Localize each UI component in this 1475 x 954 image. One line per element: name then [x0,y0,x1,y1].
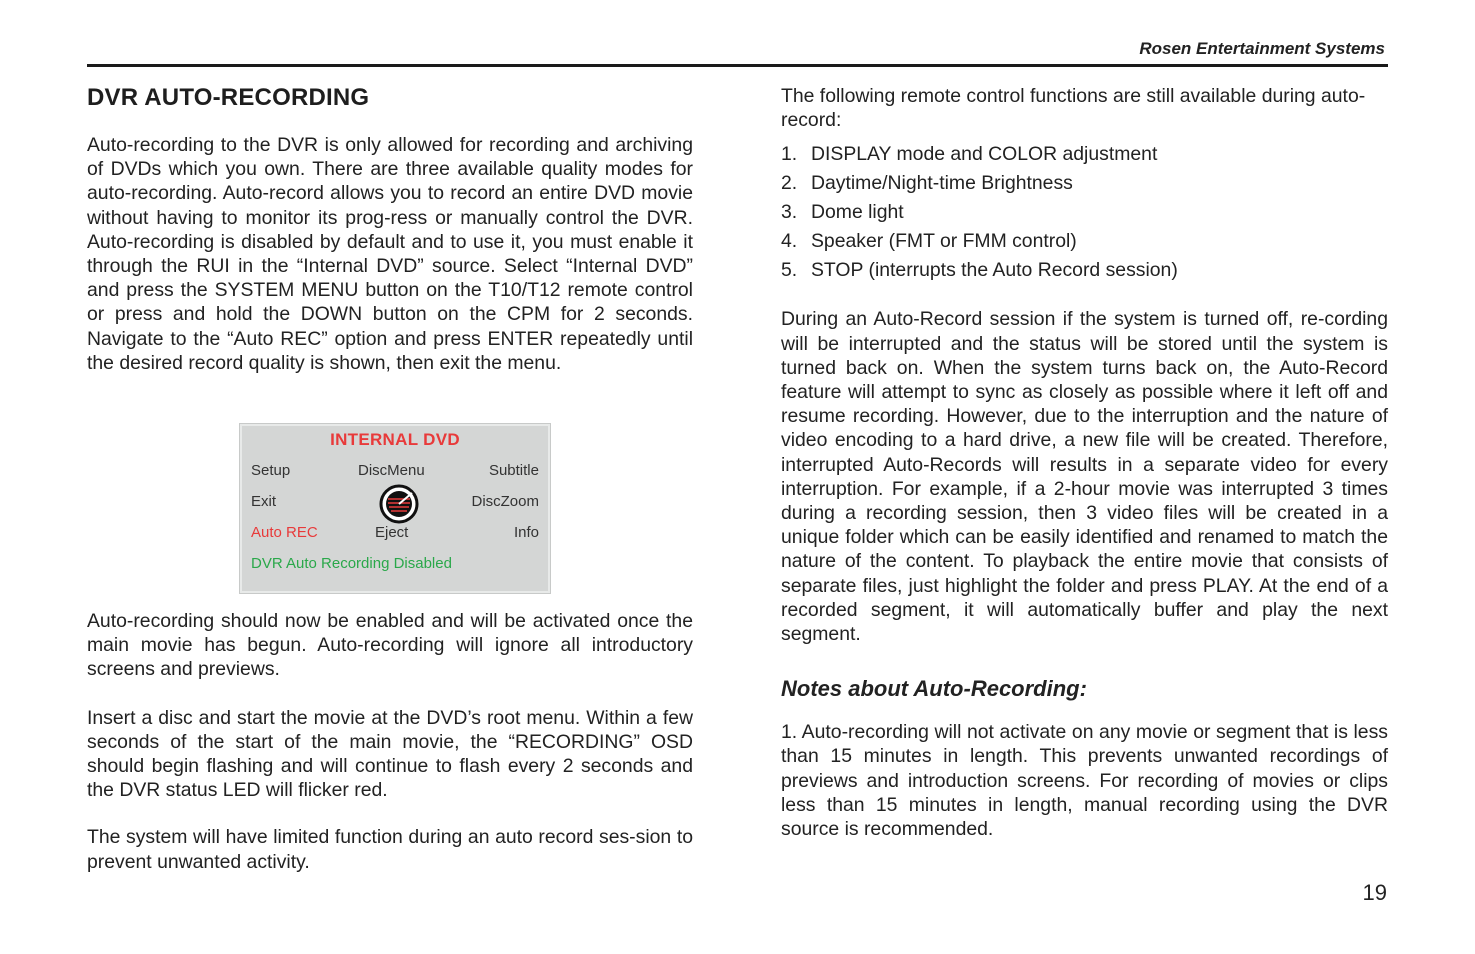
section-title: DVR AUTO-RECORDING [87,84,370,111]
notes-heading: Notes about Auto-Recording: [781,676,1087,702]
osd-status: DVR Auto Recording Disabled [251,555,452,572]
paragraph-interruption: During an Auto-Record session if the system is turned off, re-cording will be interrupted and the status will be stored until the system is turned back on. When the system turns back on, the Auto-Record feature will attempt to sync as closely as possible where it left off and resume recording. However, due to the interruption and the nature of video encoding to a hard drive, a new file will be created. Therefore, interrupted Auto-Records will results in a separate video for every interruption. For example, if a 2-hour movie was interrupted 3 times during a recording session, then 3 video files will be created in a unique folder which can be easily identified and renamed to match the nature of the content. To playback the entire movie that consists of separate files, just highlight the folder and press PLAY. At the end of a recorded segment, it will automatically buffer and play the next segment. [781,308,1388,646]
osd-menu-image [240,424,550,593]
list-item: 5. STOP (interrupts the Auto Record session) [781,259,1178,282]
paragraph-enable-instructions: Auto-recording to the DVR is only allowed for recording and archiving of DVDs which you own. There are three available quality modes for auto-recording. Auto-record allows you to record an entire DVD movie without having to monitor its prog-ress or manually control the DVR. Auto-recording is disabled by default and to use it, you must enable it through the RUI in the “Internal DVD” source. Select “Internal DVD” and press the SYSTEM MENU button on the T10/T12 remote control or press and hold the DOWN button on the CPM for 2 seconds. Navigate to the “Auto REC” option and press ENTER repeatedly until the desired record quality is shown, then exit the menu. [87,134,693,374]
dial-icon [379,484,419,524]
osd-discmenu: DiscMenu [358,462,425,479]
paragraph-remote-functions-intro: The following remote control functions are still available during auto-record: [781,85,1366,132]
right-column [781,84,1388,841]
left-column [87,84,693,375]
remote-functions-list [781,140,1388,285]
list-item: 4. Speaker (FMT or FMM control) [781,230,1077,253]
osd-subtitle: Subtitle [488,462,539,479]
osd-info: Info [513,524,539,541]
header-brand: Rosen Entertainment Systems [1139,39,1385,58]
note-1: 1. Auto-recording will not activate on any movie or segment that is less than 15 minutes in length. This prevents unwanted recordings of previews and introduction screens. For recording of movies or clips less than 15 minutes in length, manual recording using the DVR source is recommended. [781,721,1388,841]
page-number: 19 [1362,880,1387,905]
paragraph-activation: Auto-recording should now be enabled and will be activated once the main movie has begun. Auto-recording will ignore all introductory screens and previews. [87,610,693,681]
header-rule [87,64,1388,67]
osd-autorec: Auto REC [251,524,318,541]
osd-disczoom: DiscZoom [471,493,539,510]
list-item: 3. Dome light [781,201,904,224]
osd-title: INTERNAL DVD [330,430,460,449]
list-item: 2. Daytime/Night-time Brightness [781,172,1073,195]
paragraph-insert-disc: Insert a disc and start the movie at the DVD’s root menu. Within a few seconds of the start of the main movie, the “RECORDING” OSD should begin flashing and will continue to flash every 2 seconds and the DVR status LED will flicker red. [87,706,693,802]
osd-eject: Eject [375,524,409,541]
left-column-lower [87,609,693,874]
osd-setup: Setup [251,462,291,479]
list-item: 1. DISPLAY mode and COLOR adjustment [781,143,1158,166]
osd-exit: Exit [251,493,277,510]
paragraph-limited-function: The system will have limited function during an auto record ses-sion to prevent unwanted activity. [87,826,693,873]
